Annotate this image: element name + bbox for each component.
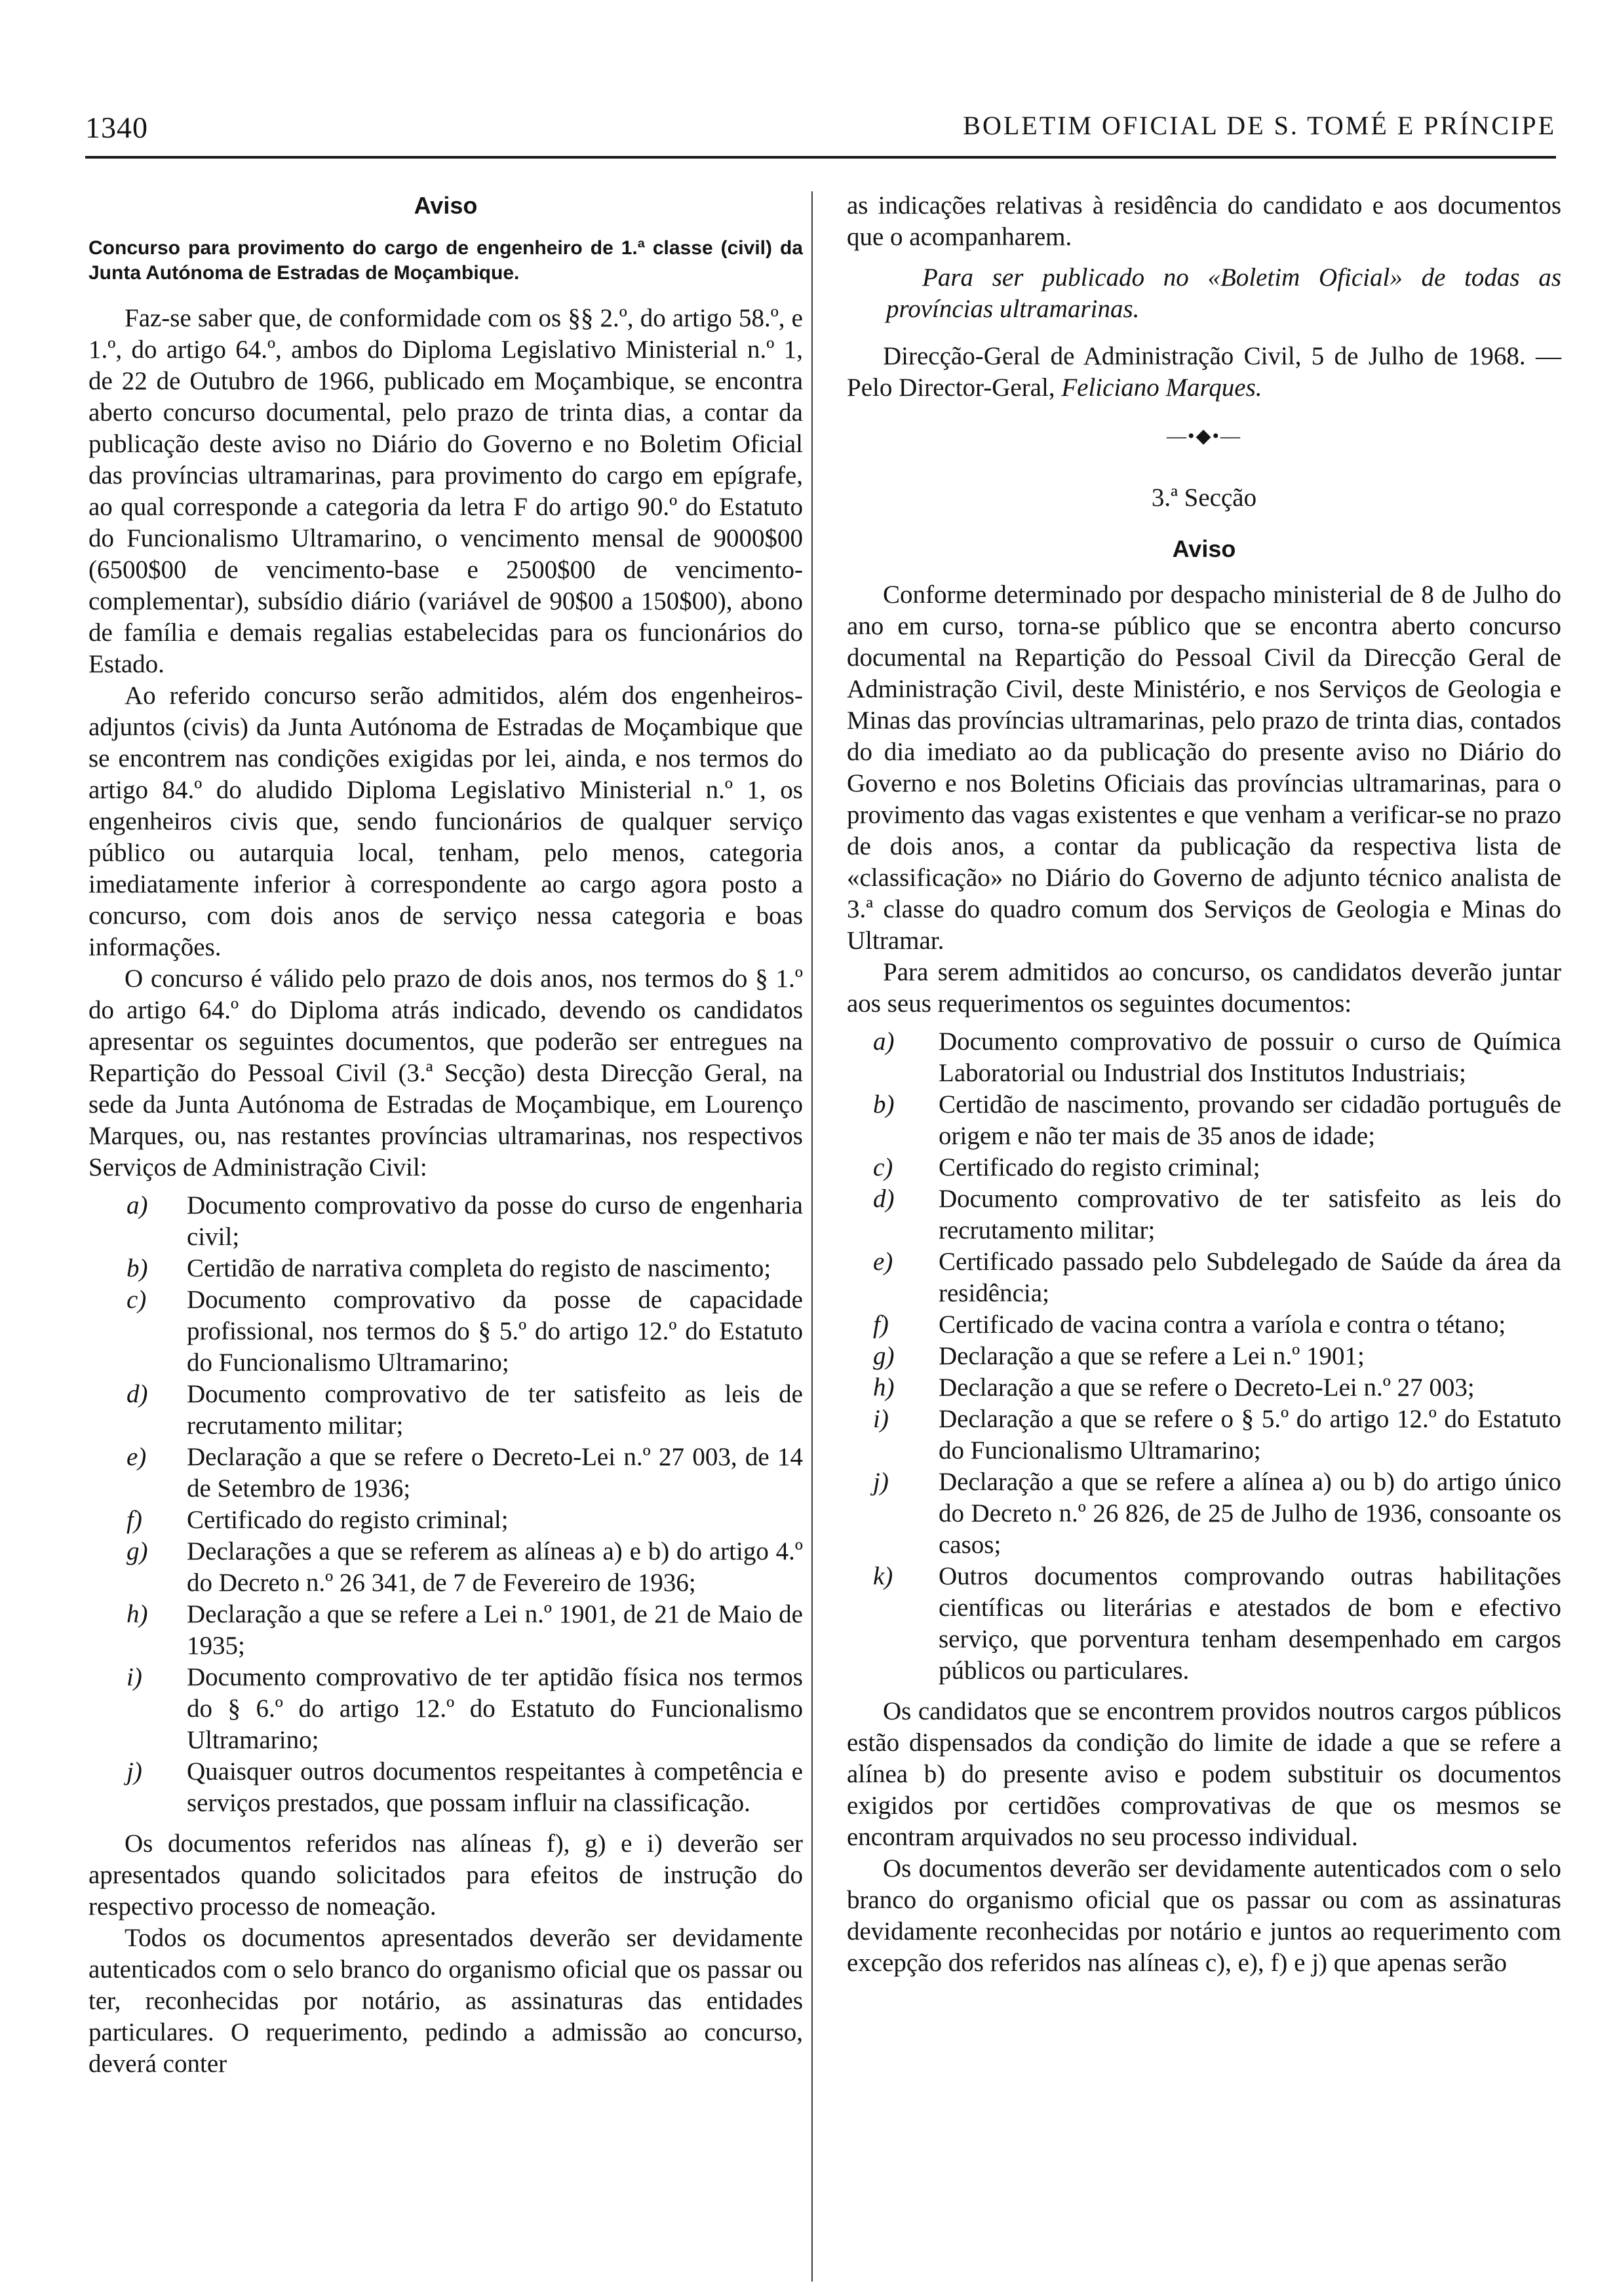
item-text: Declarações a que se referem as alíneas a) e b) do artigo 4.º do Decreto n.º 26 341, de 7 de Fevereiro de 1936; <box>187 1537 803 1597</box>
list-item <box>847 1183 1561 1246</box>
document-list <box>88 1190 803 1819</box>
item-text: Documento comprovativo de possuir o curso de Química Laboratorial ou Industrial dos Institutos Industriais; <box>939 1027 1561 1087</box>
paragraph: Conforme determinado por despacho ministerial de 8 de Julho do ano em curso, torna-se público que se encontra aberto concurso documental na Repartição do Pessoal Civil da Direcção Geral de Administração Civil, deste Ministério, e nos Serviços de Geologia e Minas das províncias ultramarinas, pelo prazo de trinta dias, contados do dia imediato ao da publicação do presente aviso no Diário do Governo e nos Boletins Oficiais das províncias ultramarinas, para o provimento das vagas existentes e que venham a verificar-se no prazo de dois anos, a contar da publicação da respectiva lista de «classificação» no Diário do Governo de adjunto técnico analista de 3.ª classe do quadro comum dos Serviços de Geologia e Minas do Ultramar. <box>847 581 1561 955</box>
list-item <box>847 1309 1561 1341</box>
ornament-divider: —•◆•— <box>1166 425 1242 447</box>
list-item <box>847 1246 1561 1309</box>
item-marker: a) <box>873 1027 895 1056</box>
item-text: Certificado de vacina contra a varíola e contra o tétano; <box>939 1311 1506 1339</box>
paragraph: Os documentos referidos nas alíneas f), g) e i) deverão ser apresentados quando solicitados para efeitos de instrução do respectivo processo de nomeação. <box>88 1829 803 1921</box>
list-item <box>847 1152 1561 1183</box>
item-marker: j) <box>873 1468 889 1496</box>
item-text: Documento comprovativo de ter satisfeito as leis do recrutamento militar; <box>939 1185 1561 1244</box>
item-marker: k) <box>873 1562 893 1590</box>
page-number: 1340 <box>85 111 148 144</box>
signature-block <box>847 341 1561 404</box>
item-marker: c) <box>873 1153 893 1181</box>
item-text: Quaisquer outros documentos respeitantes à competência e serviços prestados, que possam influir na classificação. <box>187 1757 803 1817</box>
list-item <box>88 1504 803 1536</box>
list-item <box>847 1026 1561 1089</box>
list-item <box>88 1253 803 1284</box>
item-text: Certidão de narrativa completa do registo de nascimento; <box>187 1254 771 1282</box>
notice-heading: Aviso <box>1172 535 1236 562</box>
section-title: 3.ª Secção <box>1151 484 1257 512</box>
item-text: Declaração a que se refere a alínea a) ou b) do artigo único do Decreto n.º 26 826, de 25 de Julho de 1936, consoante os casos; <box>939 1468 1561 1559</box>
item-marker: f) <box>126 1506 142 1534</box>
list-item <box>847 1089 1561 1152</box>
list-item <box>88 1662 803 1756</box>
item-marker: a) <box>126 1191 148 1219</box>
list-item <box>88 1284 803 1379</box>
publication-note: Para ser publicado no «Boletim Oficial» de todas as províncias ultramarinas. <box>886 263 1561 323</box>
item-marker: e) <box>126 1443 147 1471</box>
item-text: Documento comprovativo de ter satisfeito as leis de recrutamento militar; <box>187 1380 803 1440</box>
item-marker: b) <box>873 1090 895 1119</box>
item-marker: d) <box>873 1185 895 1213</box>
list-item <box>847 1341 1561 1372</box>
item-text: Certificado do registo criminal; <box>187 1506 509 1534</box>
column-divider <box>811 191 813 2282</box>
item-marker: h) <box>873 1373 895 1402</box>
list-item <box>88 1536 803 1599</box>
item-marker: j) <box>126 1757 142 1786</box>
list-item <box>88 1442 803 1504</box>
paragraph: Os documentos deverão ser devidamente autenticados com o selo branco do organismo oficial que os passar ou com as assinaturas devidamente reconhecidas por notário e juntos ao requerimento com excepção dos referidos nas alíneas c), e), f) e j) que apenas serão <box>847 1854 1561 1977</box>
list-item <box>847 1561 1561 1687</box>
item-text: Certidão de nascimento, provando ser cidadão português de origem e não ter mais de 35 anos de idade; <box>939 1090 1561 1150</box>
signature-name: Feliciano Marques. <box>1061 373 1262 402</box>
notice-subject: Concurso para provimento do cargo de engenheiro de 1.ª classe (civil) da Junta Autónoma de Estradas de Moçambique. <box>88 237 803 284</box>
paragraph: Os candidatos que se encontrem providos noutros cargos públicos estão dispensados da condição do limite de idade a que se refere a alínea b) do presente aviso e podem substituir os documentos exigidos por certidões comprovativas de que os mesmos se encontram arquivados no seu processo individual. <box>847 1697 1561 1851</box>
item-text: Outros documentos comprovando outras habilitações científicas ou literárias e atestados de bom e efectivo serviço, que porventura tenham desempenhado em cargos públicos ou particulares. <box>939 1562 1561 1685</box>
item-marker: c) <box>126 1286 147 1314</box>
item-text: Declaração a que se refere a Lei n.º 1901; <box>939 1342 1365 1370</box>
publication-title: BOLETIM OFICIAL DE S. TOMÉ E PRÍNCIPE <box>963 111 1556 140</box>
paragraph: O concurso é válido pelo prazo de dois anos, nos termos do § 1.º do artigo 64.º do Diploma atrás indicado, devendo os candidatos apresentar os seguintes documentos, que poderão ser entregues na Repartição do Pessoal Civil (3.ª Secção) desta Direcção Geral, na sede da Junta Autónoma de Estradas de Moçambique, em Lourenço Marques, ou, nas restantes províncias ultramarinas, nos respectivos Serviços de Administração Civil: <box>88 965 803 1181</box>
item-marker: f) <box>873 1311 889 1339</box>
item-marker: h) <box>126 1600 148 1628</box>
paragraph: Ao referido concurso serão admitidos, além dos engenheiros-adjuntos (civis) da Junta Autónoma de Estradas de Moçambique que se encontrem nas condições exigidas por lei, ainda, e nos termos do artigo 84.º do aludido Diploma Legislativo Ministerial n.º 1, os engenheiros civis que, sendo funcionários de qualquer serviço público ou autarquia local, tenham, pelo menos, categoria imediatamente inferior à correspondente ao cargo agora posto a concurso, com dois anos de serviço nessa categoria e boas informações. <box>88 681 803 961</box>
list-item <box>88 1599 803 1662</box>
paragraph: Para serem admitidos ao concurso, os candidatos deverão juntar aos seus requerimentos os seguintes documentos: <box>847 958 1561 1018</box>
item-text: Declaração a que se refere a Lei n.º 1901, de 21 de Maio de 1935; <box>187 1600 803 1660</box>
item-marker: b) <box>126 1254 148 1282</box>
list-item <box>88 1190 803 1253</box>
item-text: Documento comprovativo de ter aptidão física nos termos do § 6.º do artigo 12.º do Estatuto do Funcionalismo Ultramarino; <box>187 1663 803 1754</box>
item-text: Certificado passado pelo Subdelegado de Saúde da área da residência; <box>939 1248 1561 1307</box>
right-column <box>847 190 1561 1979</box>
item-marker: d) <box>126 1380 148 1408</box>
item-marker: e) <box>873 1248 893 1276</box>
signature-text: Direcção-Geral de Administração Civil, 5 de Julho de 1968. — Pelo Director-Geral, <box>847 342 1561 402</box>
paragraph: Todos os documentos apresentados deverão ser devidamente autenticados com o selo branco do organismo oficial que os passar ou ter, reconhecidas por notário, as assinaturas das entidades particulares. O requerimento, pedindo a admissão ao concurso, deverá conter <box>88 1924 803 2078</box>
item-text: Declaração a que se refere o Decreto-Lei n.º 27 003; <box>939 1373 1475 1402</box>
notice-heading: Aviso <box>414 192 478 219</box>
paragraph: Faz-se saber que, de conformidade com os §§ 2.º, do artigo 58.º, e 1.º, do artigo 64.º, ambos do Diploma Legislativo Ministerial n.º 1, de 22 de Outubro de 1966, publicado em Moçambique, se encontra aberto concurso documental, pelo prazo de trinta dias, a contar da publicação deste aviso no Diário do Governo e no Boletim Oficial das províncias ultramarinas, para provimento do cargo em epígrafe, ao qual corresponde a categoria da letra F do artigo 90.º do Estatuto do Funcionalismo Ultramarino, o vencimento mensal de 9000$00 (6500$00 de vencimento-base e 2500$00 de vencimento-complementar), subsídio diário (variável de 90$00 a 150$00), abono de família e demais regalias estabelecidas para os funcionários do Estado. <box>88 304 803 678</box>
item-text: Declaração a que se refere o § 5.º do artigo 12.º do Estatuto do Funcionalismo Ultramarino; <box>939 1405 1561 1464</box>
list-item <box>847 1466 1561 1561</box>
document-list <box>847 1026 1561 1687</box>
item-text: Certificado do registo criminal; <box>939 1153 1260 1181</box>
list-item <box>88 1379 803 1442</box>
list-item <box>847 1404 1561 1466</box>
item-marker: g) <box>873 1342 895 1370</box>
header-rule <box>85 156 1556 159</box>
list-item <box>88 1756 803 1819</box>
item-text: Declaração a que se refere o Decreto-Lei n.º 27 003, de 14 de Setembro de 1936; <box>187 1443 803 1502</box>
item-marker: i) <box>873 1405 889 1433</box>
item-marker: i) <box>126 1663 142 1691</box>
item-text: Documento comprovativo da posse do curso de engenharia civil; <box>187 1191 803 1251</box>
list-item <box>847 1372 1561 1404</box>
left-column <box>88 190 803 2080</box>
item-marker: g) <box>126 1537 148 1565</box>
paragraph-continuation: as indicações relativas à residência do candidato e aos documentos que o acompanharem. <box>847 191 1561 251</box>
item-text: Documento comprovativo da posse de capacidade profissional, nos termos do § 5.º do artigo 12.º do Estatuto do Funcionalismo Ultramarino; <box>187 1286 803 1377</box>
